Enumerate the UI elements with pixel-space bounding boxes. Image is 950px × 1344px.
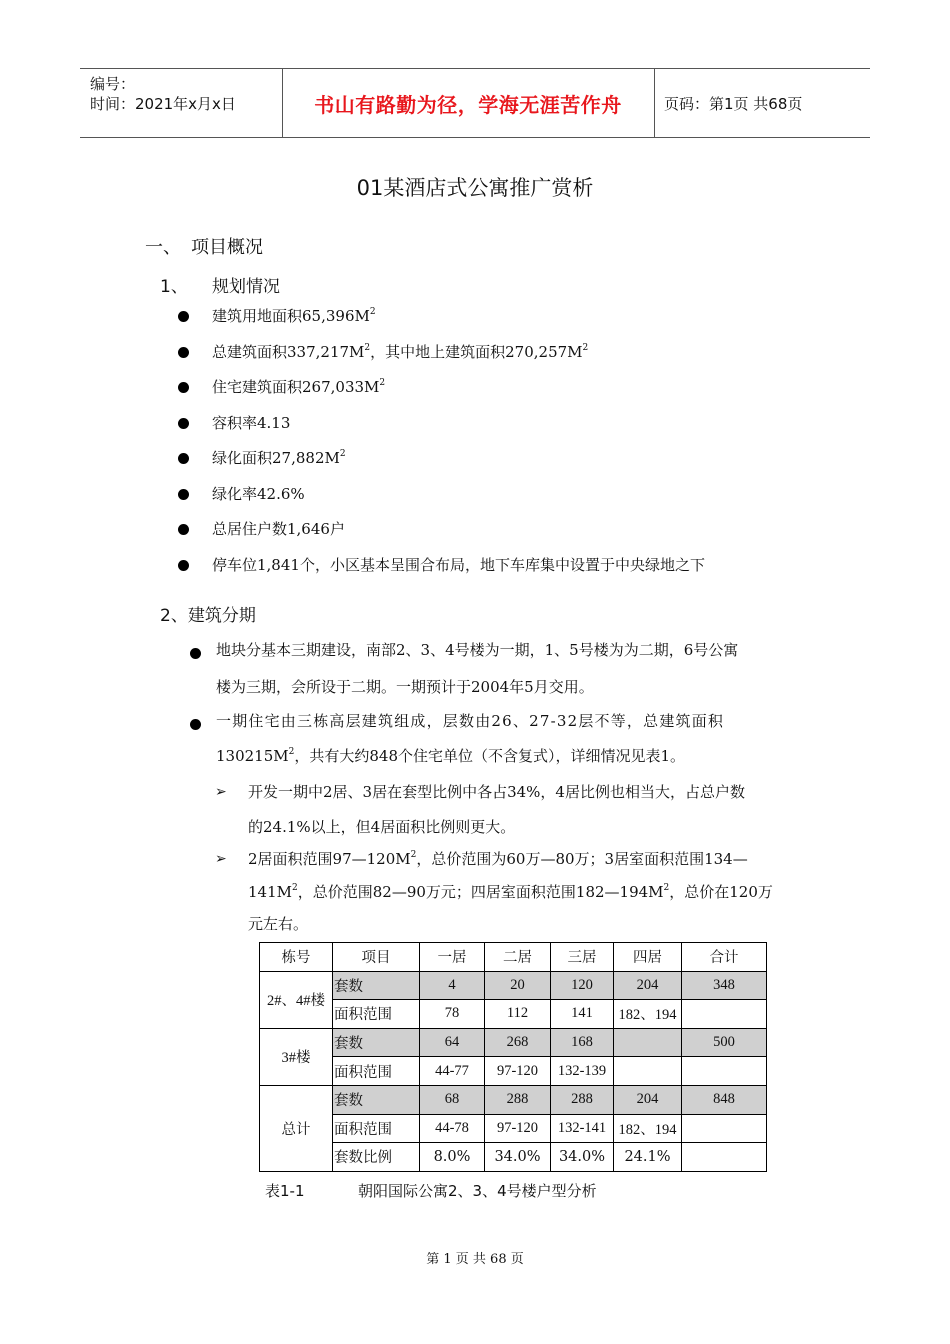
table-row xyxy=(260,1143,767,1172)
arrow-bullet-icon: ➢ xyxy=(215,784,227,800)
section-number: 一、 xyxy=(145,237,181,258)
subsection-heading xyxy=(160,272,280,297)
table-cell xyxy=(682,1057,767,1086)
table-cell: 132-141 xyxy=(551,1114,614,1143)
table-cell: 面积范围 xyxy=(333,1000,420,1029)
building-cell: 总计 xyxy=(260,1085,333,1171)
bullet-icon xyxy=(190,648,201,659)
table-cell: 112 xyxy=(485,1000,551,1029)
table-cell: 348 xyxy=(682,971,767,1000)
table-caption-label: 表1-1 xyxy=(265,1182,305,1200)
table-row xyxy=(260,1085,767,1114)
subsection-heading: 2、建筑分期 xyxy=(160,606,256,626)
bullet-icon xyxy=(178,382,189,393)
table-cell: 204 xyxy=(614,1085,682,1114)
table-cell xyxy=(614,1057,682,1086)
table-cell: 24.1% xyxy=(614,1143,682,1172)
table-row xyxy=(260,1028,767,1057)
table-cell: 面积范围 xyxy=(333,1057,420,1086)
table-cell: 4 xyxy=(420,971,485,1000)
bullet-icon xyxy=(178,489,189,500)
table-cell: 套数比例 xyxy=(333,1143,420,1172)
table-row xyxy=(260,1000,767,1029)
header-motto: 书山有路勤为径，学海无涯苦作舟 xyxy=(314,93,622,117)
table-cell: 97-120 xyxy=(485,1114,551,1143)
table-cell: 204 xyxy=(614,971,682,1000)
unit-type-table xyxy=(259,942,767,1172)
bullet-icon xyxy=(178,524,189,535)
bullet-icon xyxy=(178,347,189,358)
table-cell: 182、194 xyxy=(614,1114,682,1143)
document-date-label: 时间：2021年x月x日 xyxy=(90,95,236,113)
table-cell: 500 xyxy=(682,1028,767,1057)
table-header-cell: 项目 xyxy=(333,943,420,972)
table-cell: 20 xyxy=(485,971,551,1000)
table-cell: 44-77 xyxy=(420,1057,485,1086)
table-header-row xyxy=(260,943,767,972)
table-cell: 68 xyxy=(420,1085,485,1114)
table-cell: 44-78 xyxy=(420,1114,485,1143)
table-cell: 套数 xyxy=(333,1028,420,1057)
table-header-cell: 一居 xyxy=(420,943,485,972)
table-cell: 8.0% xyxy=(420,1143,485,1172)
table-cell xyxy=(682,1143,767,1172)
table-header-cell: 三居 xyxy=(551,943,614,972)
section-title: 项目概况 xyxy=(191,237,263,258)
table-cell: 64 xyxy=(420,1028,485,1057)
table-cell: 288 xyxy=(551,1085,614,1114)
bullet-icon xyxy=(178,560,189,571)
table-header-cell: 四居 xyxy=(614,943,682,972)
table-cell: 141 xyxy=(551,1000,614,1029)
table-cell xyxy=(682,1000,767,1029)
table-cell xyxy=(682,1114,767,1143)
bullet-icon xyxy=(178,453,189,464)
table-cell: 848 xyxy=(682,1085,767,1114)
document-code-label: 编号： xyxy=(90,75,136,93)
table-cell: 288 xyxy=(485,1085,551,1114)
table-row xyxy=(260,1057,767,1086)
building-cell: 2#、4#楼 xyxy=(260,971,333,1028)
table-row xyxy=(260,1114,767,1143)
table-cell: 132-139 xyxy=(551,1057,614,1086)
table-header-cell: 二居 xyxy=(485,943,551,972)
table-cell: 78 xyxy=(420,1000,485,1029)
table-cell: 34.0% xyxy=(485,1143,551,1172)
subsection-title: 规划情况 xyxy=(212,277,280,297)
bullet-icon xyxy=(178,418,189,429)
document-title: 01某酒店式公寓推广赏析 xyxy=(356,176,594,200)
bullet-icon xyxy=(178,311,189,322)
table-caption-text: 朝阳国际公寓2、3、4号楼户型分析 xyxy=(358,1182,597,1200)
page-footer: 第 1 页 共 68 页 xyxy=(426,1252,524,1267)
header-divider xyxy=(654,69,655,137)
table-caption xyxy=(265,1180,597,1201)
table-cell: 面积范围 xyxy=(333,1114,420,1143)
table-row xyxy=(260,971,767,1000)
table-cell: 套数 xyxy=(333,971,420,1000)
table-header-cell: 合计 xyxy=(682,943,767,972)
page-header xyxy=(80,68,870,138)
table-cell: 120 xyxy=(551,971,614,1000)
bullet-icon xyxy=(190,719,201,730)
arrow-bullet-icon: ➢ xyxy=(215,851,227,867)
table-cell: 182、194 xyxy=(614,1000,682,1029)
table-cell: 34.0% xyxy=(551,1143,614,1172)
subsection-number: 1、 xyxy=(160,277,188,297)
table-cell: 168 xyxy=(551,1028,614,1057)
table-cell: 268 xyxy=(485,1028,551,1057)
table-cell xyxy=(614,1028,682,1057)
header-page-info: 页码：第1页 共68页 xyxy=(664,95,803,113)
table-cell: 套数 xyxy=(333,1085,420,1114)
table-header-cell: 栋号 xyxy=(260,943,333,972)
section-heading xyxy=(145,233,263,259)
building-cell: 3#楼 xyxy=(260,1028,333,1085)
table-cell: 97-120 xyxy=(485,1057,551,1086)
